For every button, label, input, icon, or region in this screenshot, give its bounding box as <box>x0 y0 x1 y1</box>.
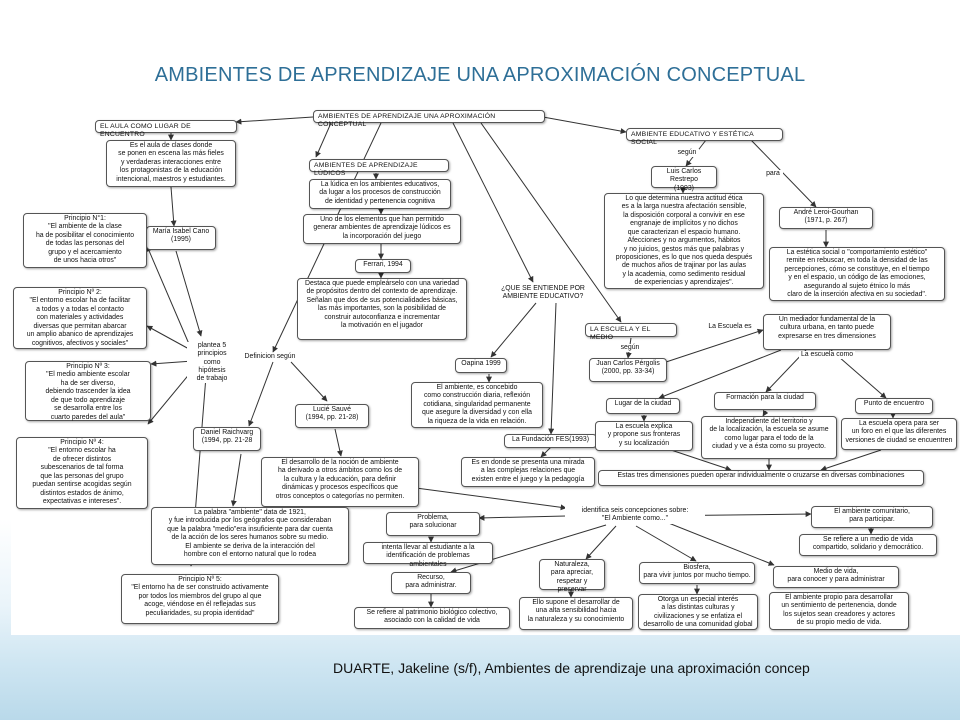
node-comunitario-definition: Se refiere a un medio de vida compartido, solidario y democrático. <box>799 534 937 556</box>
link-la-escuela-es: La Escuela es <box>705 323 755 331</box>
link-que-se-entiende: ¿QUE SE ENTIENDE POR AMBIENTE EDUCATIVO? <box>499 285 587 302</box>
node-problema-definition: intenta llevar al estudiante a la identificación de problemas ambientales <box>363 542 493 564</box>
node-oapina-definition: El ambiente, es concebido como construcción diaria, reflexión cotidiana, singularidad permanente que asegure la diversidad y con ella la riqueza de la vida en relación. <box>411 382 543 428</box>
node-formacion: Formación para la ciudad <box>714 392 816 410</box>
node-mediador: Un mediador fundamental de la cultura urbana, en tanto puede expresarse en tres dimensiones <box>763 314 891 350</box>
node-restrepo: Luis Carlos Restrepo (1993) <box>651 166 717 188</box>
node-principio-4: Principio Nº 4: "El entorno escolar ha de ofrecer distintos subescenarios de tal forma que las personas del grupo puedan sentirse acogidas según distintos estados de ánimo, expectativas e intereses". <box>16 437 148 509</box>
node-palabra-ambiente: La palabra "ambiente" data de 1921, y fue introducida por los geógrafos que consideraban que la palabra "medio"era insuficiente para dar cuenta de la acción de los seres humanos sobre su medio. El ambiente se deriva de la interacción del hombre con el entorno natural que lo rodea <box>151 507 349 565</box>
link-la-escuela-como: La escuela como <box>800 351 854 358</box>
node-oapina: Oapina 1999 <box>455 358 507 373</box>
node-recurso-definition: Se refiere al patrimonio biológico colectivo, asociado con la calidad de vida <box>354 607 510 629</box>
node-ferrari-definition: Destaca que puede empleárselo con una variedad de propósitos dentro del contexto de aprendizaje. Señalan que dos de sus potencialidades básicas, las más importantes, son la posibilidad de construir autoconfianza e incrementar la motivación en el jugador <box>297 278 467 340</box>
node-raichvarg: Daniel Raichvarg (1994, pp. 21-28 <box>193 427 261 451</box>
node-fes-definition: Es en donde se presenta una mirada a las complejas relaciones que existen entre el juego y la pedagogía <box>461 457 595 487</box>
node-sauve: Lucié Sauvé (1994, pp. 21-28) <box>295 404 369 428</box>
node-naturaleza: Naturaleza, para apreciar, respetar y preservar <box>539 559 605 590</box>
node-ferrari: Ferrari, 1994 <box>355 259 411 273</box>
link-identifica: identifica seis concepciones sobre: "El Ambiente como..." <box>565 507 705 524</box>
node-principio-2: Principio Nº 2: "El entorno escolar ha de facilitar a todos y a todas el contacto con materiales y actividades diversas que permitan abarcar un amplio abanico de aprendizajes cognitivos, afectivos y sociales" <box>13 287 147 349</box>
node-leroi: André Leroi-Gourhan (1971, p. 267) <box>779 207 873 229</box>
link-para-leroi: para <box>763 170 783 178</box>
node-aula-definition: Es el aula de clases donde se ponen en escena las más fieles y verdaderas interacciones entre los protagonistas de la educación intencional, maestros y estudiantes. <box>106 140 236 187</box>
node-comunitario: El ambiente comunitario, para participar. <box>811 506 933 528</box>
node-aula: EL AULA COMO LUGAR DE ENCUENTRO <box>95 120 237 133</box>
node-escuela-medio: LA ESCUELA Y EL MEDIO <box>585 323 677 337</box>
node-naturaleza-definition: Ello supone el desarrollar de una alta sensibilidad hacia la naturaleza y su conocimiento <box>519 597 633 630</box>
node-lugar-ciudad: Lugar de la ciudad <box>606 398 680 414</box>
node-leroi-definition: La estética social o "comportamiento estético" remite en rebuscar, en toda la densidad de las percepciones, cómo se constituye, en el tiempo y en el espacio, un código de las emociones, asegurando al sujeto étnico lo más claro de la inserción afectiva en su sociedad". <box>769 247 945 301</box>
node-cano: María Isabel Cano (1995) <box>146 226 216 250</box>
node-ludica-definition: La lúdica en los ambientes educativos, da lugar a los procesos de construcción de identidad y pertenencia cognitiva <box>309 179 451 209</box>
node-punto-encuentro-definition: La escuela opera para ser un foro en el que las diferentes versiones de ciudad se encuentren <box>841 418 957 450</box>
link-definicion: Definicion según <box>237 353 303 361</box>
node-problema: Problema, para solucionar <box>386 512 480 536</box>
node-formacion-definition: Independiente del territorio y de la localización, la escuela se asume como lugar para el todo de la ciudad y ve a ésta como su proyecto. <box>701 416 837 459</box>
node-root: AMBIENTES DE APRENDIZAJE UNA APROXIMACIÓN CONCEPTUAL <box>313 110 545 123</box>
node-medio-de-vida-definition: El ambiente propio para desarrollar un sentimiento de pertenencia, donde los sujetos sean creadores y actores de su propio medio de vida. <box>769 592 909 630</box>
node-principio-5: Principio Nº 5: "El entorno ha de ser construido activamente por todos los miembros del grupo al que acoge, viéndose en él reflejadas sus peculiaridades, su propia identidad" <box>121 574 279 624</box>
node-educativo: AMBIENTE EDUCATIVO Y ESTÉTICA SOCIAL <box>626 128 783 141</box>
node-juego: Uno de los elementos que han permitido generar ambientes de aprendizaje lúdicos es la incorporación del juego <box>303 214 461 244</box>
link-plantea: plantea 5 principios como hipótesis de trabajo <box>187 342 237 383</box>
node-biosfera: Biosfera, para vivir juntos por mucho tiempo. <box>639 562 755 584</box>
node-principio-3: Principio Nº 3: "El medio ambiente escolar ha de ser diverso, debiendo trascender la idea de que todo aprendizaje se desarrolla entre los cuarto paredes del aula" <box>25 361 151 421</box>
node-medio-de-vida: Medio de vida, para conocer y para administrar <box>773 566 899 588</box>
node-biosfera-definition: Otorga un especial interés a las distintas culturas y civilizaciones y se enfatiza el desarrollo de una comunidad global <box>638 594 758 630</box>
slide-title: AMBIENTES DE APRENDIZAJE UNA APROXIMACIÓN CONCEPTUAL <box>154 64 806 86</box>
node-pergolis: Juan Carlos Pérgolis (2000, pp. 33-34) <box>589 358 667 382</box>
concept-map <box>11 104 960 635</box>
link-segun-pergolis: según <box>618 344 642 352</box>
node-punto-encuentro: Punto de encuentro <box>855 398 933 414</box>
citation: DUARTE, Jakeline (s/f), Ambientes de aprendizaje una aproximación concep <box>333 660 810 676</box>
node-principio-1: Principio N°1: "El ambiente de la clase ha de posibilitar el conocimiento de todas las personas del grupo y el acercamiento de unos hacia otros" <box>23 213 147 268</box>
node-restrepo-definition: Lo que determina nuestra actitud ética es a la larga nuestra afectación sensible, la disposición corporal a convivir en ese engranaje de implícitos y no dichos que caracterizan el espacio humano. Afecciones y no argumentos, hábitos y no juicios, gestos más que palabras y proposiciones, es lo que nos queda después de muchos años de trajinar por las aulas y la academia, como sedimento residual de experiencias y aprendizajes". <box>604 193 764 289</box>
node-lugar-ciudad-definition: La escuela explica y propone sus fronteras y su localización <box>595 421 693 451</box>
node-ludicos: AMBIENTES DE APRENDIZAJE LÚDICOS <box>309 159 449 172</box>
node-recurso: Recurso, para administrar. <box>391 572 471 594</box>
node-desarrollo: El desarrollo de la noción de ambiente ha derivado a otros ámbitos como los de la cultura y la educación, para definir dinámicas y procesos específicos que otros conceptos o categorías no permiten. <box>261 457 419 507</box>
link-segun-restrepo: según <box>675 149 699 157</box>
node-tres-dimensiones: Estas tres dimensiones pueden operar individualmente o cruzarse en diversas combinaciones <box>598 470 924 486</box>
node-fes: La Fundación FES(1993) <box>504 434 597 448</box>
